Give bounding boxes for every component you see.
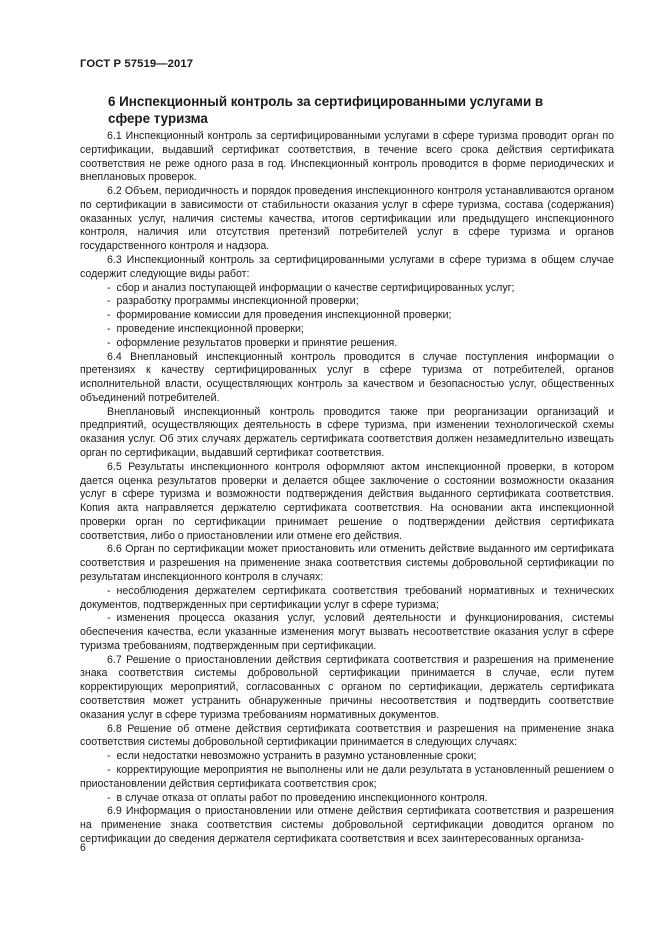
list-item: - если недостатки невозможно устранить в разумно установленные сроки; <box>107 750 477 763</box>
list-item: - формирование комиссии для проведения инспекционной проверки; <box>107 309 452 322</box>
bullet-dash: - <box>107 309 111 322</box>
document-header: ГОСТ Р 57519—2017 <box>80 58 194 70</box>
paragraph-6-4-continued: Внеплановый инспекционный контроль проводится также при реорганизации организаций и предприятий, осуществляющих деятельность в сфере туризма, при изменении технологической схемы оказания услуг. Об этих случаях держатель сертификата соответствия должен незамедлительно извещать орган по сертификации, выдавший сертификат соответствия. <box>80 405 614 459</box>
bullet-dash: - <box>107 763 111 776</box>
paragraph-6-1: 6.1 Инспекционный контроль за сертифицированными услугами в сфере туризма проводит орган по сертификации, выдавший сертификат соответствия, в течение всего срока действия сертификата соответствия не реже одного раза в год. Инспекционный контроль проводится в форме периодических и внеплановых проверок. <box>80 130 614 184</box>
paragraph-6-9: 6.9 Информация о приостановлении или отмене действия сертификата соответствия и разрешения на применение знака соответствия системы добровольной сертификации доводится органом по сертификации до сведения держателя сертификата соответствия и всех заинтересованных организа- <box>80 805 614 845</box>
paragraph-6-6: 6.6 Орган по сертификации может приостановить или отменить действие выданного им сертификата соответствия и разрешения на применение знака соответствия системы добровольной сертификации по результатам инспекционного контроля в случаях: <box>80 543 614 583</box>
list-item: - сбор и анализ поступающей информации о качестве сертифицированных услуг; <box>107 281 515 294</box>
list-item: - изменения процесса оказания услуг, условий деятельности и функционирования, системы обеспечения качества, если указанные изменения могут вызвать несоответствие оказания услуг в сфере туризма требованиям, подтвержденным при сертификации. <box>80 612 614 652</box>
section-title: 6 Инспекционный контроль за сертифицированными услугами в сфере туризма <box>108 94 544 126</box>
bullet-dash: - <box>107 612 111 625</box>
bullet-dash: - <box>107 584 111 597</box>
paragraph-6-8: 6.8 Решение об отмене действия сертификата соответствия и разрешения на применение знака соответствия системы добровольной сертификации принимается в следующих случаях: <box>80 722 614 749</box>
page-number: 6 <box>80 842 86 854</box>
bullet-dash: - <box>107 322 111 335</box>
paragraph-6-4: 6.4 Внеплановый инспекционный контроль проводится в случае поступления информации о претензиях к качеству сертифицированных услуг в сфере туризма от потребителей, органов исполнительной власти, осуществляющих контроль за качеством и безопасностью услуг, общественных объединений потребителей. <box>80 350 614 404</box>
bullet-dash: - <box>107 336 111 349</box>
document-body <box>80 130 614 847</box>
paragraph-6-5: 6.5 Результаты инспекционного контроля оформляют актом инспекционной проверки, в котором дается оценка результатов проверки и делается общее заключение о состоянии возможности оказания услуг в сфере туризма и возможности подтверждения действия выданного сертификата соответствия. Копия акта направляется держателю сертификата соответствия. На основании акта инспекционной проверки орган по сертификации принимает решение о подтверждении действия сертификата соответствия, либо о приостановлении или отмене его действия. <box>80 460 614 542</box>
list-item: - оформление результатов проверки и принятие решения. <box>107 336 398 349</box>
paragraph-6-7: 6.7 Решение о приостановлении действия сертификата соответствия и разрешения на применение знака соответствия системы добровольной сертификации принимается в случае, если путем корректирующих мероприятий, согласованных с органом по сертификации, держатель сертификата соответствия может устранить обнаруженные причины несоответствия и подтвердить соответствие оказания услуг в сфере туризма требованиям нормативных документов. <box>80 653 614 721</box>
list-item: - разработку программы инспекционной проверки; <box>107 295 359 308</box>
paragraph-6-3: 6.3 Инспекционный контроль за сертифицированными услугами в сфере туризма в общем случае содержит следующие виды работ: <box>80 254 614 280</box>
list-item: - несоблюдения держателем сертификата соответствия требований нормативных и технических документов, подтвержденных при сертификации услуг в сфере туризма; <box>80 584 614 611</box>
list-item: - проведение инспекционной проверки; <box>107 322 304 335</box>
bullet-dash: - <box>107 295 111 308</box>
paragraph-6-2: 6.2 Объем, периодичность и порядок проведения инспекционного контроля устанавливаются органом по сертификации в зависимости от стабильности оказания услуг в сфере туризма, состава (содержания) оказанных услуг, наличия системы качества, итогов сертификации или предыдущего инспекционного контроля, наличия или отсутствия претензий потребителей услуг в сфере туризма и органов государственного контроля и надзора. <box>80 185 614 253</box>
bullet-dash: - <box>107 791 111 804</box>
bullet-dash: - <box>107 750 111 763</box>
bullet-dash: - <box>107 281 111 294</box>
list-item: - корректирующие мероприятия не выполнены или не дали результата в установленный решением о приостановлении действия сертификата соответствия срок; <box>80 763 614 790</box>
list-item: - в случае отказа от оплаты работ по проведению инспекционного контроля. <box>107 791 488 804</box>
